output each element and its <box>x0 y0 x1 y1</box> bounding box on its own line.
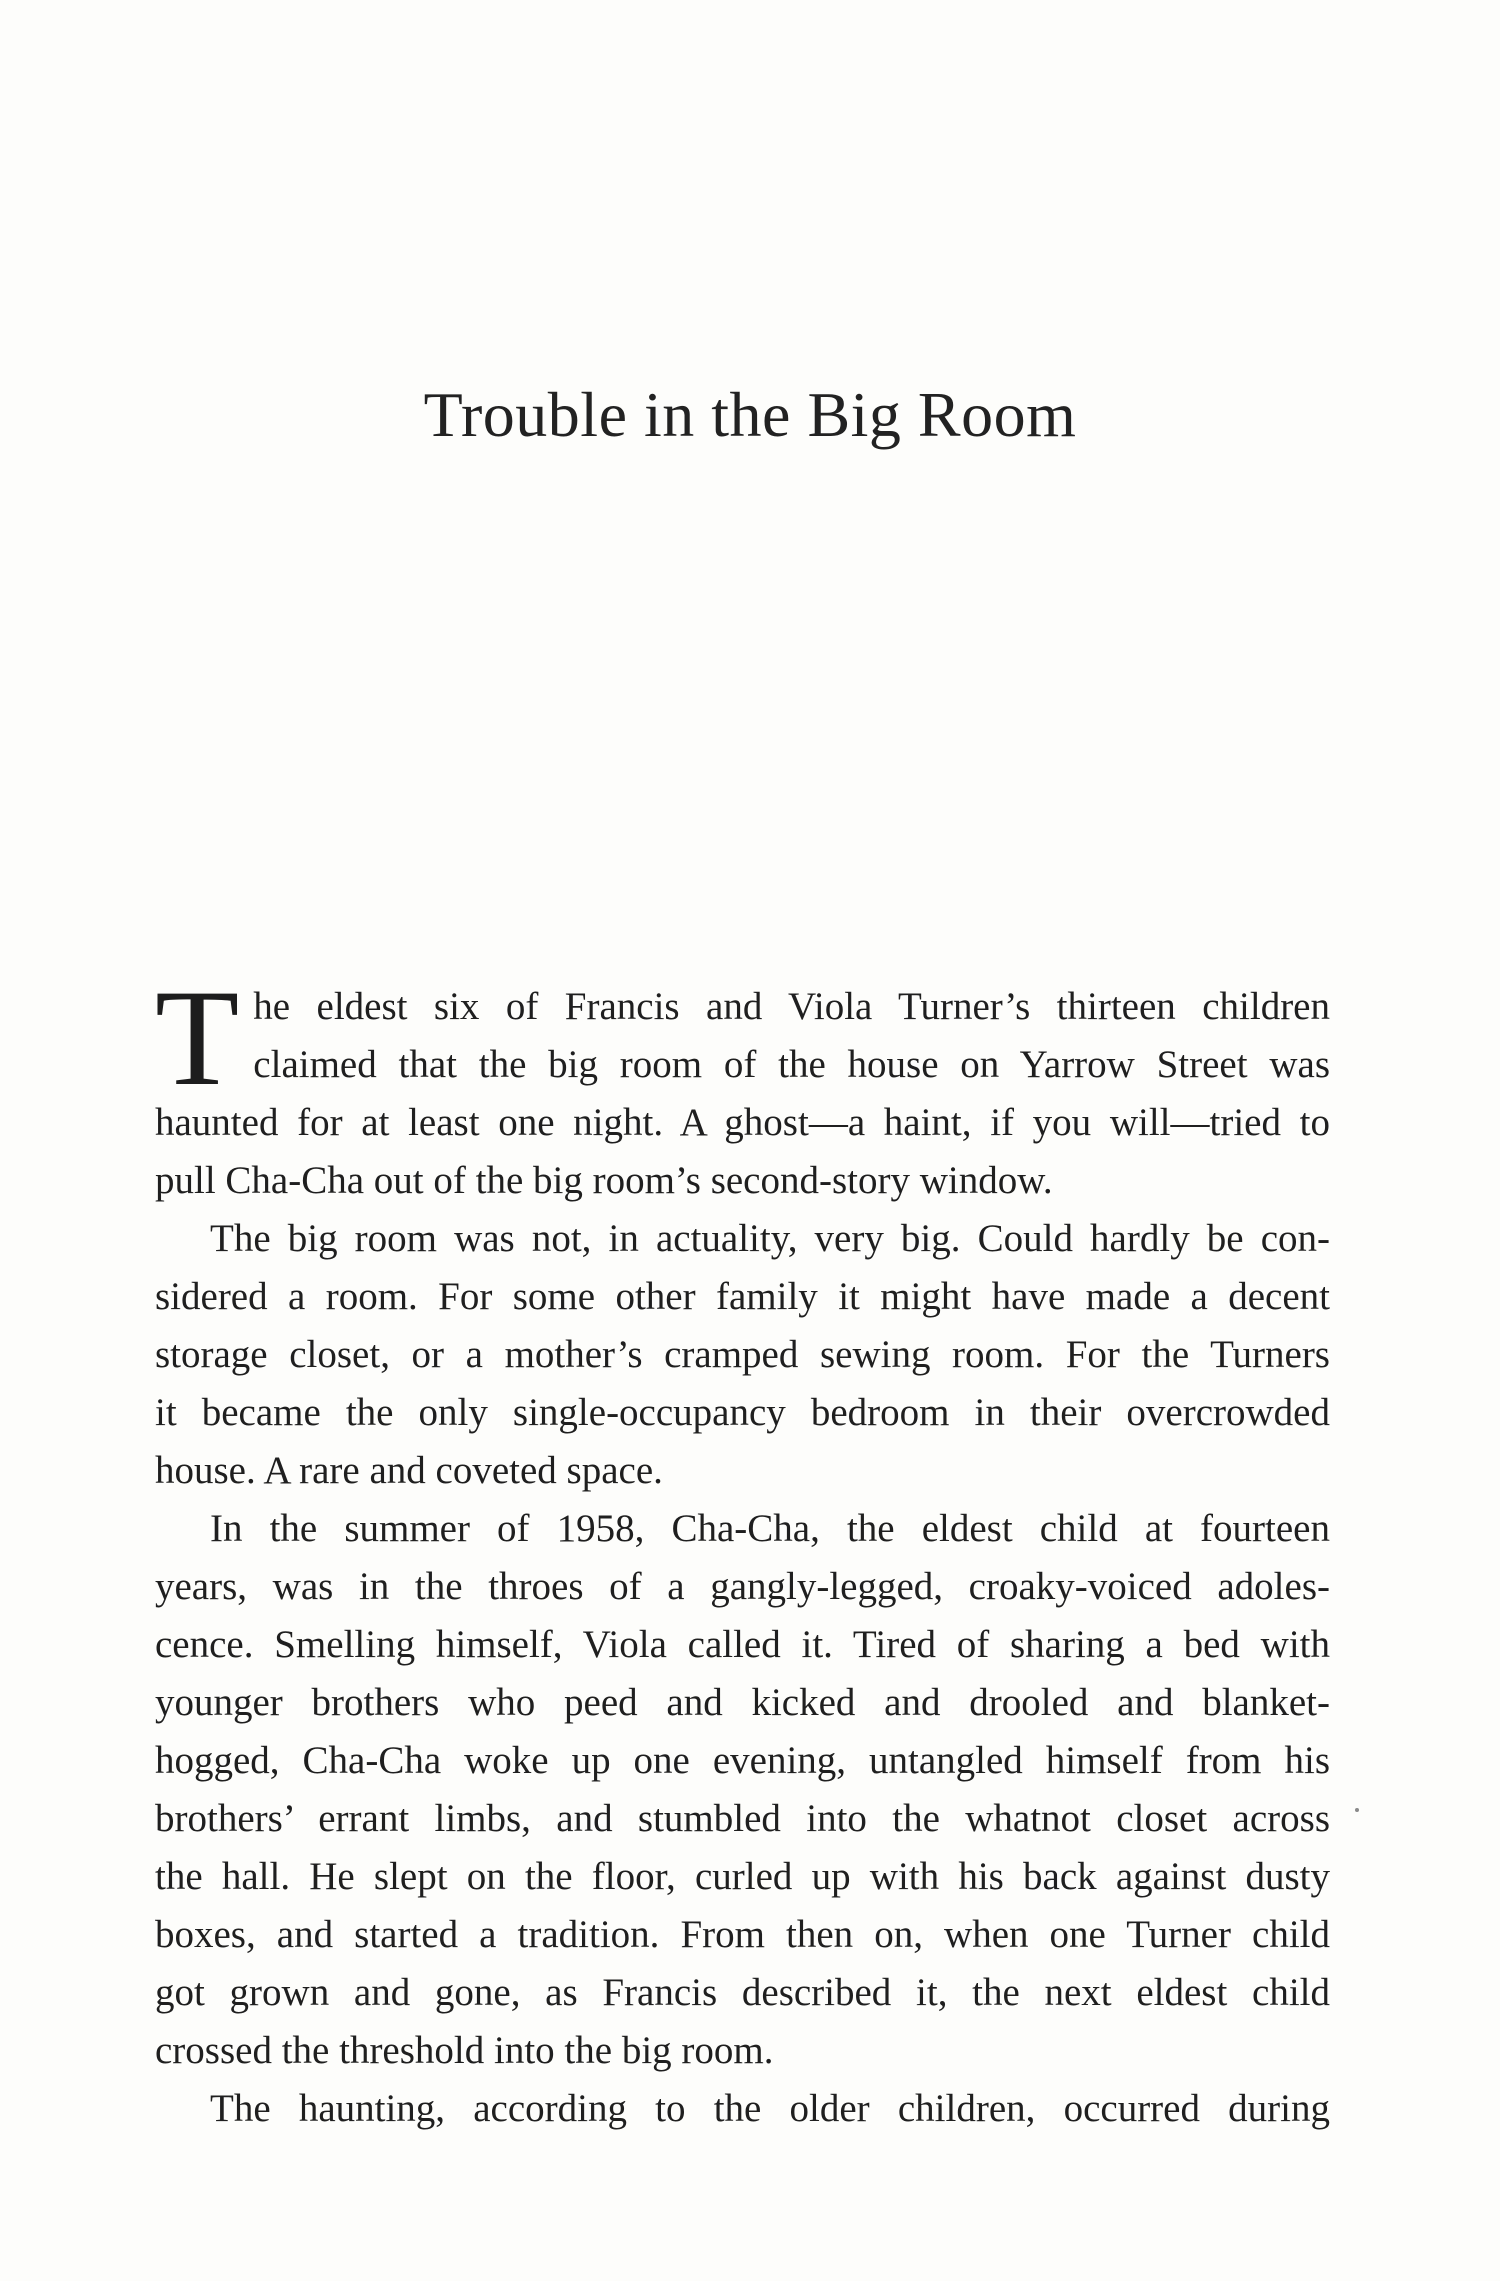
paragraph <box>155 1210 1330 1500</box>
text-line: pull Cha-Cha out of the big room’s second-story window. <box>155 1159 1053 1202</box>
text-line: haunted for at least one night. A ghost—a haint, if you will—tried to <box>155 1101 1330 1144</box>
text-line: storage closet, or a mother’s cramped sewing room. For the Turners <box>155 1333 1330 1376</box>
text-line: The big room was not, in actuality, very big. Could hardly be con- <box>210 1217 1330 1260</box>
text-line: sidered a room. For some other family it might have made a decent <box>155 1275 1330 1318</box>
text-line: The haunting, according to the older children, occurred during <box>210 2087 1330 2130</box>
text-line: hogged, Cha-Cha woke up one evening, untangled himself from his <box>155 1739 1330 1782</box>
text-line: In the summer of 1958, Cha-Cha, the eldest child at fourteen <box>210 1507 1330 1550</box>
chapter-title: Trouble in the Big Room <box>423 379 1077 450</box>
text-line: he eldest six of Francis and Viola Turner’s thirteen children <box>253 985 1330 1028</box>
text-line: younger brothers who peed and kicked and drooled and blanket- <box>155 1681 1330 1724</box>
body-text <box>155 961 1330 2138</box>
text-line: got grown and gone, as Francis described it, the next eldest child <box>155 1971 1330 2014</box>
text-line: boxes, and started a tradition. From then on, when one Turner child <box>155 1913 1330 1956</box>
scan-speck <box>1355 1808 1359 1812</box>
text-line: house. A rare and coveted space. <box>155 1449 663 1492</box>
paragraph <box>155 1500 1330 2080</box>
paragraph <box>155 961 1330 1210</box>
text-line: the hall. He slept on the floor, curled up with his back against dusty <box>155 1855 1330 1898</box>
text-line: it became the only single-occupancy bedroom in their overcrowded <box>155 1391 1330 1434</box>
text-line: years, was in the throes of a gangly-legged, croaky-voiced adoles- <box>155 1565 1330 1608</box>
text-line: claimed that the big room of the house on Yarrow Street was <box>253 1043 1330 1086</box>
paragraph <box>155 2080 1330 2138</box>
drop-cap: T <box>155 961 240 1114</box>
text-line: crossed the threshold into the big room. <box>155 2029 774 2072</box>
text-line: cence. Smelling himself, Viola called it. Tired of sharing a bed with <box>155 1623 1330 1666</box>
text-line: brothers’ errant limbs, and stumbled into the whatnot closet across <box>155 1797 1330 1840</box>
